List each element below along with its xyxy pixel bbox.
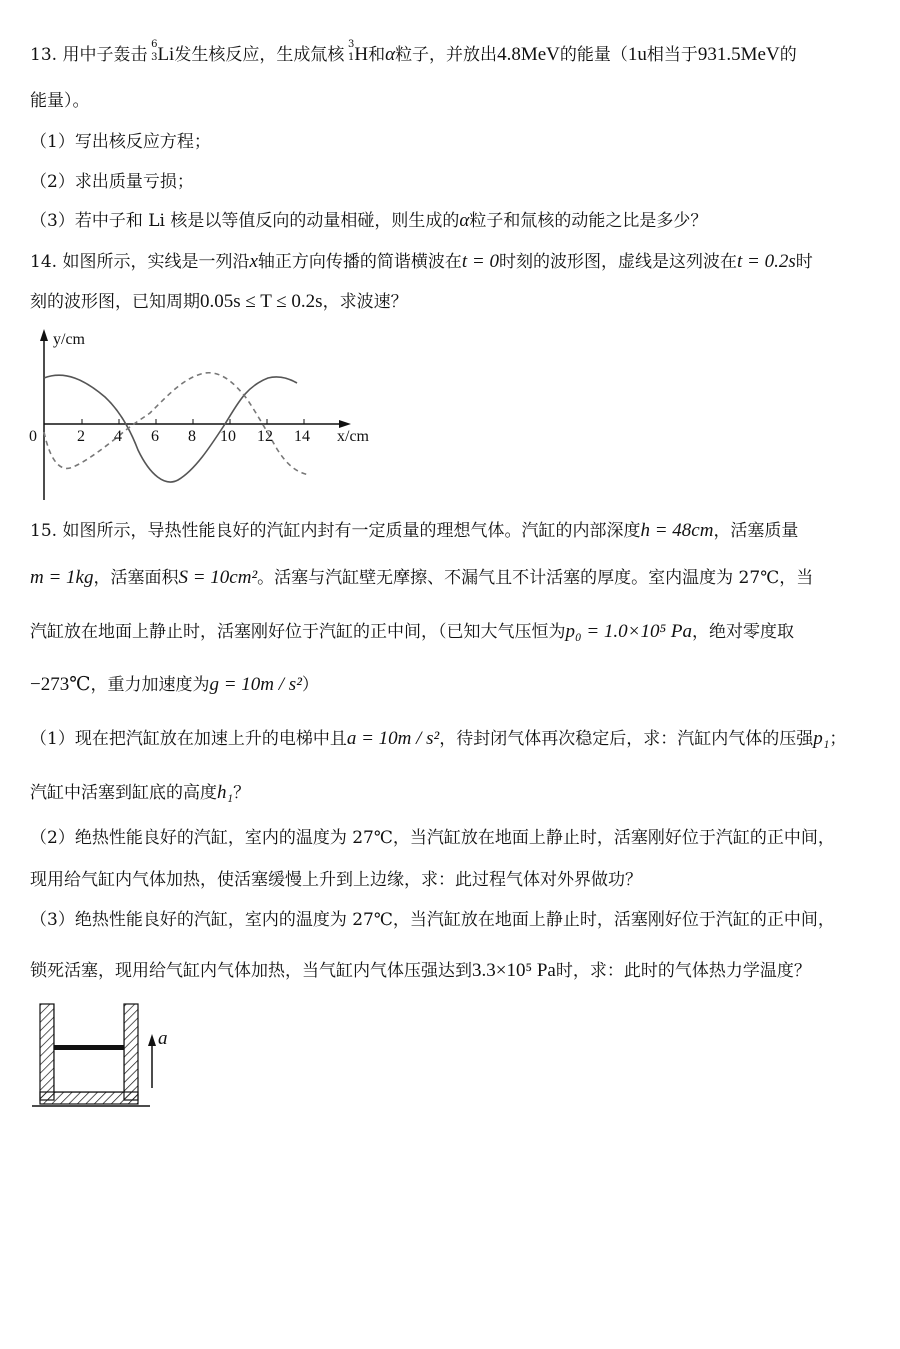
q13-part-1: （1）写出核反应方程；	[30, 132, 211, 152]
cylinder-figure	[28, 1000, 188, 1120]
q13-part-3: （3）若中子和 Li 核是以等值反向的动量相碰，则生成的α粒子和氚核的动能之比是多少？	[30, 210, 708, 231]
li-nuclide: 6 3	[151, 39, 158, 63]
q13-text: 13. 用中子轰击	[30, 45, 148, 65]
tick-label: 6	[151, 428, 159, 445]
tick-label: 12	[257, 428, 273, 445]
y-axis-label: y/cm	[53, 331, 85, 348]
x-axis-arrow	[339, 420, 351, 428]
tick-label: 14	[294, 428, 310, 445]
q14-line-1: 14. 如图所示，实线是一列沿x轴正方向传播的简谐横波在t = 0时刻的波形图，虚线是这列波在t = 0.2s时	[30, 251, 813, 272]
tick-label: 2	[77, 428, 85, 445]
cylinder-bottom	[40, 1092, 138, 1104]
cylinder-left-wall	[40, 1004, 54, 1100]
cylinder-right-wall	[124, 1004, 138, 1100]
acceleration-arrow-head	[148, 1034, 156, 1046]
piston	[54, 1045, 124, 1050]
q15-line-2: m = 1kg，活塞面积S = 10cm²。活塞与汽缸壁无摩擦、不漏气且不计活塞的厚度。室内温度为 27℃，当	[30, 567, 814, 588]
tick-label: 4	[114, 428, 122, 445]
wave-graph	[25, 325, 385, 505]
q13-line-1: 13. 用中子轰击 6 3 Li发生核反应，生成氚核 3 1 H和α粒子，并放出4.8MeV的能量（1u相当于931.5MeV的	[30, 39, 797, 65]
q15-part-1-line-1: （1）现在把汽缸放在加速上升的电梯中且a = 10m / s²，待封闭气体再次稳定后，求：汽缸内气体的压强p₁；	[30, 728, 847, 749]
q15-part-3-line-1: （3）绝热性能良好的汽缸，室内的温度为 27℃，当汽缸放在地面上静止时，活塞刚好位于汽缸的正中间，	[30, 910, 835, 930]
q14-line-2: 刻的波形图，已知周期0.05s ≤ T ≤ 0.2s，求波速？	[30, 291, 408, 312]
q15-line-3: 汽缸放在地面上静止时，活塞刚好位于汽缸的正中间，（已知大气压恒为p₀ = 1.0×10⁵ Pa，绝对零度取	[30, 621, 794, 642]
h-nuclide: 3 1	[347, 39, 355, 63]
tick-label: 10	[220, 428, 236, 445]
q15-part-1-line-2: 汽缸中活塞到缸底的高度h₁？	[30, 782, 251, 803]
q15-part-2-line-2: 现用给气缸内气体加热，使活塞缓慢上升到上边缘，求：此过程气体对外界做功？	[30, 870, 642, 890]
origin-label: 0	[29, 428, 37, 445]
x-axis-label: x/cm	[337, 428, 369, 445]
tick-label: 8	[188, 428, 196, 445]
acceleration-label: a	[158, 1028, 168, 1049]
q13-line-2: 能量）。	[30, 91, 90, 111]
q15-part-3-line-2: 锁死活塞，现用给气缸内气体加热，当气缸内气体压强达到3.3×10⁵ Pa时，求：此时的气体热力学温度？	[30, 960, 811, 981]
q13-part-2: （2）求出质量亏损；	[30, 172, 194, 192]
q15-part-2-line-1: （2）绝热性能良好的汽缸，室内的温度为 27℃，当汽缸放在地面上静止时，活塞刚好位于汽缸的正中间，	[30, 828, 835, 848]
q15-line-1: 15. 如图所示，导热性能良好的汽缸内封有一定质量的理想气体。汽缸的内部深度h = 48cm，活塞质量	[30, 520, 799, 541]
y-axis-arrow	[40, 329, 48, 341]
q15-line-4: −273℃，重力加速度为g = 10m / s²）	[30, 674, 319, 695]
